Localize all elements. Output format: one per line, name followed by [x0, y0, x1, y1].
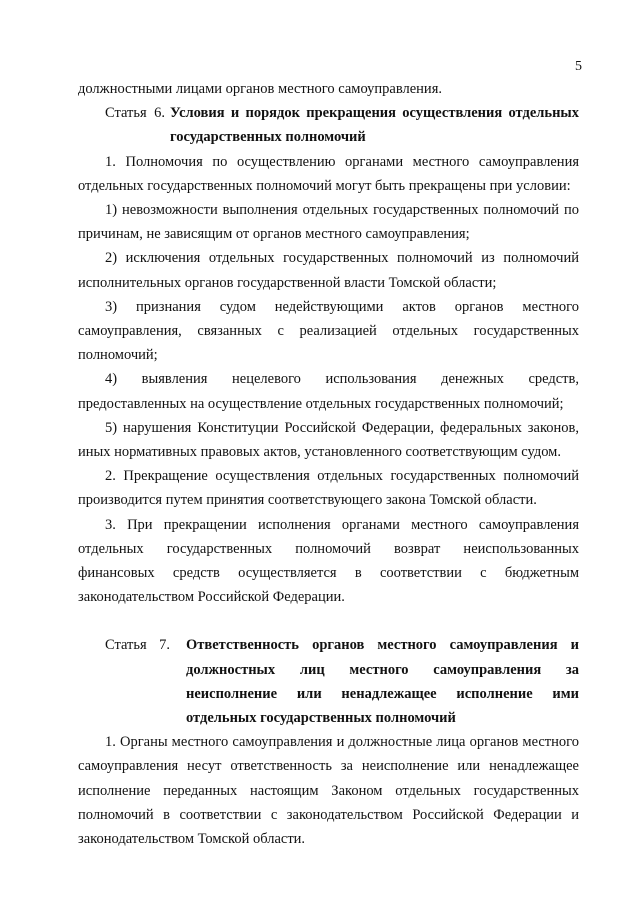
- article-6-paragraph: 1. Полномочия по осуществлению органами местного самоуправления отдельных государственных полномочий могут быть прекращены при условии:: [78, 153, 579, 194]
- article-label-word: Статья: [105, 105, 147, 122]
- article-7-paragraph: 1. Органы местного самоуправления и должностные лица органов местного самоуправления несут ответственность за неисполнение или ненадлежащее исполнение переданных настоящим Законом отдельных государственных полномочий в соответствии с законодательством Российской Федерации и законодательством Томской области.: [78, 734, 579, 848]
- article-7-heading: [78, 633, 579, 730]
- article-6-paragraph: 2. Прекращение осуществления отдельных государственных полномочий производится путем принятия соответствующего закона Томской области.: [78, 468, 579, 509]
- article-6-item: 2) исключения отдельных государственных полномочий из полномочий исполнительных органов государственной власти Томской области;: [78, 250, 579, 291]
- document-body: [78, 77, 579, 851]
- article-6-item: 3) признания судом недействующими актов органов местного самоуправления, связанных с реализацией отдельных государственных полномочий;: [78, 298, 579, 364]
- article-6-paragraph: 3. При прекращении исполнения органами местного самоуправления отдельных государственных полномочий возврат неиспользованных финансовых средств осуществляется в соответствии с бюджетным законодательством Российской Федерации.: [78, 516, 579, 606]
- page-number: 5: [575, 59, 582, 74]
- article-6-item: 4) выявления нецелевого использования денежных средств, предоставленных на осуществление отдельных государственных полномочий;: [78, 371, 579, 412]
- article-7-label: [78, 633, 186, 730]
- article-6-heading: [78, 101, 579, 149]
- article-6-label: [78, 101, 170, 149]
- article-6-title: Условия и порядок прекращения осуществления отдельных государственных полномочий: [170, 105, 579, 146]
- article-label-word: Статья: [105, 637, 147, 654]
- article-6-item: 1) невозможности выполнения отдельных государственных полномочий по причинам, не зависящим от органов местного самоуправления;: [78, 202, 579, 243]
- article-label-number: 7.: [159, 637, 170, 654]
- continuation-text: должностными лицами органов местного самоуправления.: [78, 81, 442, 97]
- section-spacer: [78, 609, 579, 633]
- article-label-number: 6.: [154, 105, 165, 122]
- article-7-title: Ответственность органов местного самоуправления и должностных лиц местного самоуправления за неисполнение или ненадлежащее исполнение ими отдельных государственных полномочий: [186, 637, 579, 727]
- article-6-item: 5) нарушения Конституции Российской Федерации, федеральных законов, иных нормативных правовых актов, установленного соответствующим судом.: [78, 419, 579, 461]
